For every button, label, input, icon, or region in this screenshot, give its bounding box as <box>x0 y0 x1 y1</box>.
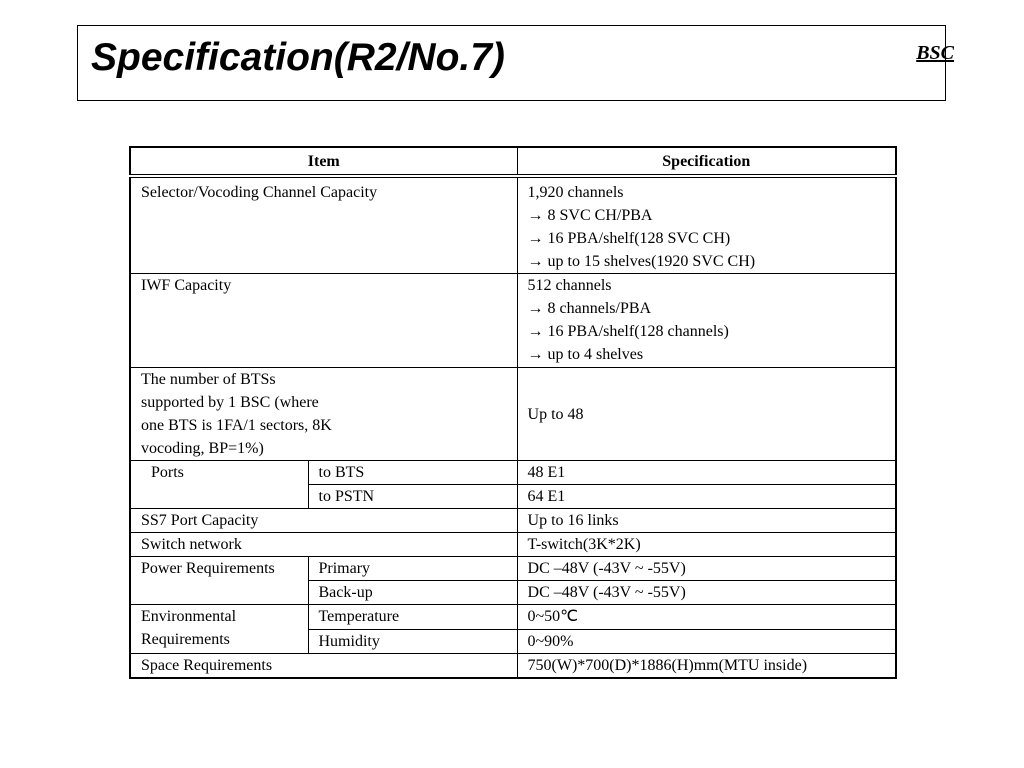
selector-line-4: → up to 15 shelves(1920 SVC CH) <box>527 253 756 270</box>
env-temperature-value: 0~50℃ <box>517 605 896 630</box>
table-row-iwf <box>130 274 896 368</box>
header-row <box>130 147 896 176</box>
title-box <box>77 25 954 101</box>
power-primary-value: DC –48V (-43V ~ -55V) <box>517 557 896 581</box>
iwf-item: IWF Capacity <box>130 274 517 368</box>
selector-item: Selector/Vocoding Channel Capacity <box>130 176 517 274</box>
env-humidity-value: 0~90% <box>517 630 896 654</box>
ports-item: Ports <box>130 461 308 509</box>
ss7-value: Up to 16 links <box>517 509 896 533</box>
switch-value: T-switch(3K*2K) <box>517 533 896 557</box>
power-backup-value: DC –48V (-43V ~ -55V) <box>517 581 896 605</box>
table-row-selector <box>130 176 896 274</box>
bts-count-item: The number of BTSs supported by 1 BSC (where one BTS is 1FA/1 sectors, 8K vocoding, BP=1%) <box>130 368 517 461</box>
space-item: Space Requirements <box>130 654 517 679</box>
environment-item: Environmental Requirements <box>130 605 308 654</box>
iwf-spec <box>517 274 896 368</box>
table-row-switch <box>130 533 896 557</box>
table-row-space <box>130 654 896 679</box>
power-item: Power Requirements <box>130 557 308 605</box>
table-row-ports-bts <box>130 461 896 485</box>
ss7-item: SS7 Port Capacity <box>130 509 517 533</box>
ports-to-pstn-value: 64 E1 <box>517 485 896 509</box>
power-backup-label: Back-up <box>308 581 517 605</box>
selector-line-2: → 8 SVC CH/PBA <box>527 207 653 224</box>
bsc-tag: BSC <box>916 42 954 64</box>
table-row-power-primary <box>130 557 896 581</box>
spec-table <box>129 146 897 679</box>
env-temperature-label: Temperature <box>308 605 517 630</box>
iwf-line-4: → up to 4 shelves <box>527 346 644 363</box>
ports-to-bts-value: 48 E1 <box>517 461 896 485</box>
ports-to-bts-label: to BTS <box>308 461 517 485</box>
iwf-line-3: → 16 PBA/shelf(128 channels) <box>527 323 729 340</box>
selector-line-1: 1,920 channels <box>527 184 624 201</box>
table-row-bts-count <box>130 368 896 461</box>
header-item: Item <box>130 147 517 176</box>
selector-line-3: → 16 PBA/shelf(128 SVC CH) <box>527 230 731 247</box>
table-row-ss7 <box>130 509 896 533</box>
bts-count-value: Up to 48 <box>517 368 896 461</box>
iwf-line-1: 512 channels <box>527 277 612 294</box>
table-row-env-temperature <box>130 605 896 630</box>
power-primary-label: Primary <box>308 557 517 581</box>
space-value: 750(W)*700(D)*1886(H)mm(MTU inside) <box>517 654 896 679</box>
slide-title: Specification(R2/No.7) <box>91 36 505 79</box>
header-specification: Specification <box>517 147 896 176</box>
switch-item: Switch network <box>130 533 517 557</box>
selector-spec <box>517 176 896 274</box>
env-humidity-label: Humidity <box>308 630 517 654</box>
ports-to-pstn-label: to PSTN <box>308 485 517 509</box>
iwf-line-2: → 8 channels/PBA <box>527 300 652 317</box>
